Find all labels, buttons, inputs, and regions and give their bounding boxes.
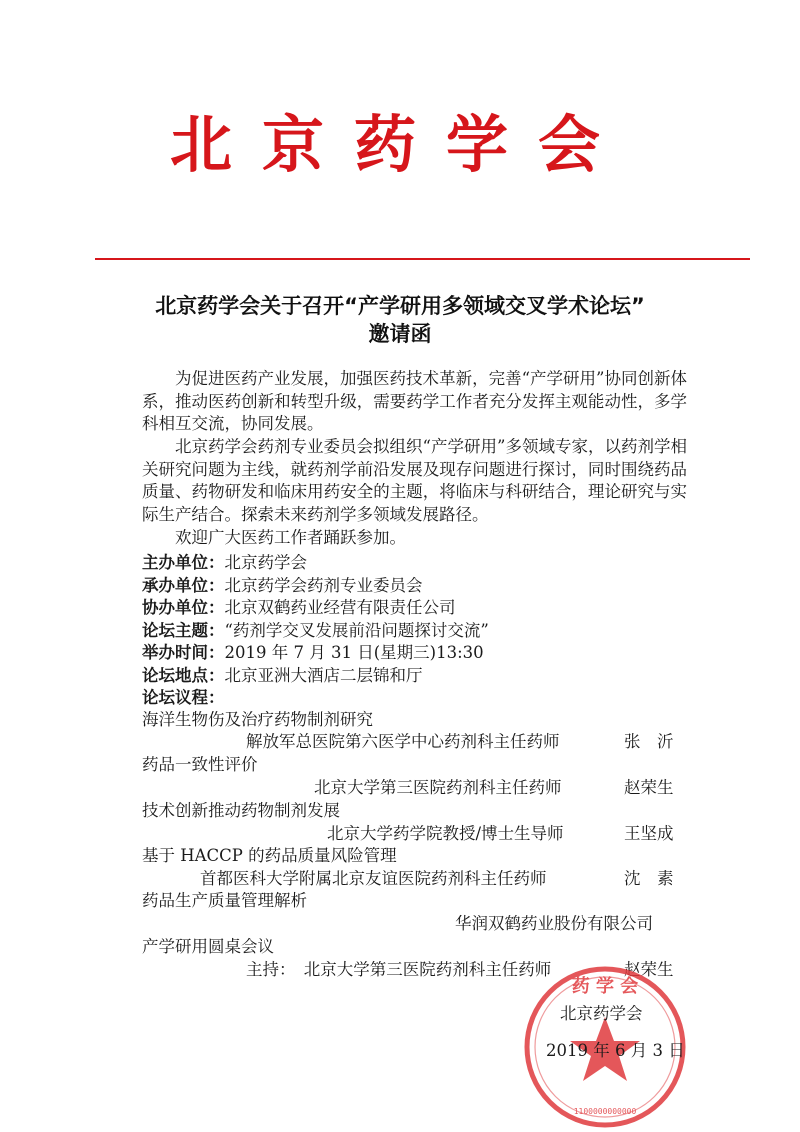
agenda-speaker-title-1: 解放军总医院第六医学中心药剂科主任药师	[246, 732, 560, 751]
svg-text:药 学 会: 药 学 会	[571, 976, 639, 997]
paragraph-2	[142, 436, 687, 526]
agenda-topic-6: 产学研用圆桌会议	[142, 937, 274, 956]
info-theme	[142, 617, 489, 641]
info-time	[142, 639, 484, 663]
agenda-topic-2: 药品一致性评价	[142, 755, 258, 774]
signature-org: 北京药学会	[560, 1004, 643, 1023]
info-value: “药剂学交叉发展前沿问题探讨交流”	[224, 621, 489, 640]
paragraph-1	[142, 368, 687, 436]
agenda-speaker-name-2: 赵荣生	[624, 778, 674, 797]
agenda-speaker-name-6: 赵荣生	[624, 960, 674, 979]
info-label: 论坛地点：	[142, 666, 225, 685]
paragraph-text: 为促进医药产业发展，加强医药技术革新，完善“产学研用”协同创新体系，推动医药创新和转型升级，需要药学工作者充分发挥主观能动性，多学科相互交流，协同发展。	[142, 369, 687, 434]
info-value: 2019 年 7 月 31 日(星期三)13:30	[224, 643, 484, 662]
info-co-organizer	[142, 594, 456, 618]
agenda-speaker-title-3: 北京大学药学院教授/博士生导师	[327, 824, 564, 843]
paragraph-3	[142, 527, 687, 550]
info-label: 举办时间：	[142, 643, 225, 662]
info-value: 北京药学会	[224, 553, 307, 572]
agenda-speaker-title-6: 主持： 北京大学第三医院药剂科主任药师	[246, 960, 552, 979]
letterhead-red-rule	[95, 258, 750, 260]
info-value: 北京双鹤药业经营有限责任公司	[224, 598, 456, 617]
paragraph-text: 欢迎广大医药工作者踊跃参加。	[175, 528, 406, 547]
agenda-speaker-title-2: 北京大学第三医院药剂科主任药师	[314, 778, 562, 797]
info-organizer	[142, 549, 307, 573]
agenda-topic-3: 技术创新推动药物制剂发展	[142, 801, 340, 820]
info-label: 论坛议程：	[142, 688, 225, 707]
agenda-speaker-name-1: 张 沂	[624, 732, 674, 751]
info-value: 北京亚洲大酒店二层锦和厅	[224, 666, 423, 685]
agenda-speaker-name-4: 沈 素	[624, 869, 674, 888]
svg-text:1100000000000: 1100000000000	[573, 1107, 637, 1116]
agenda-topic-1: 海洋生物伤及治疗药物制剂研究	[142, 710, 373, 729]
agenda-speaker-title-5: 华润双鹤药业股份有限公司	[455, 914, 653, 933]
document-title-line2: 邀请函	[368, 322, 432, 346]
agenda-topic-4: 基于 HACCP 的药品质量风险管理	[142, 846, 397, 865]
info-label: 论坛主题：	[142, 621, 225, 640]
document-title-line1: 北京药学会关于召开“产学研用多领域交叉学术论坛”	[155, 294, 645, 318]
paragraph-text: 北京药学会药剂专业委员会拟组织“产学研用”多领域专家，以药剂学相关研究问题为主线，就药剂学前沿发展及现存问题进行探讨，同时围绕药品质量、药物研发和临床用药安全的主题，将临床与科研结合，理论研究与实际生产结合。探索未来药剂学多领域发展路径。	[142, 437, 687, 524]
info-label: 主办单位：	[142, 553, 225, 572]
info-label: 协办单位：	[142, 598, 225, 617]
letterhead-org-name: 北京药学会	[169, 108, 630, 181]
info-agenda-label	[142, 684, 225, 708]
agenda-topic-5: 药品生产质量管理解析	[142, 891, 307, 910]
agenda-speaker-name-3: 王坚成	[624, 824, 674, 843]
signature-date: 2019 年 6 月 3 日	[546, 1041, 685, 1060]
info-undertaker	[142, 572, 423, 596]
info-label: 承办单位：	[142, 576, 225, 595]
agenda-speaker-title-4: 首都医科大学附属北京友谊医院药剂科主任药师	[200, 869, 547, 888]
info-venue	[142, 662, 423, 686]
info-value: 北京药学会药剂专业委员会	[224, 576, 423, 595]
